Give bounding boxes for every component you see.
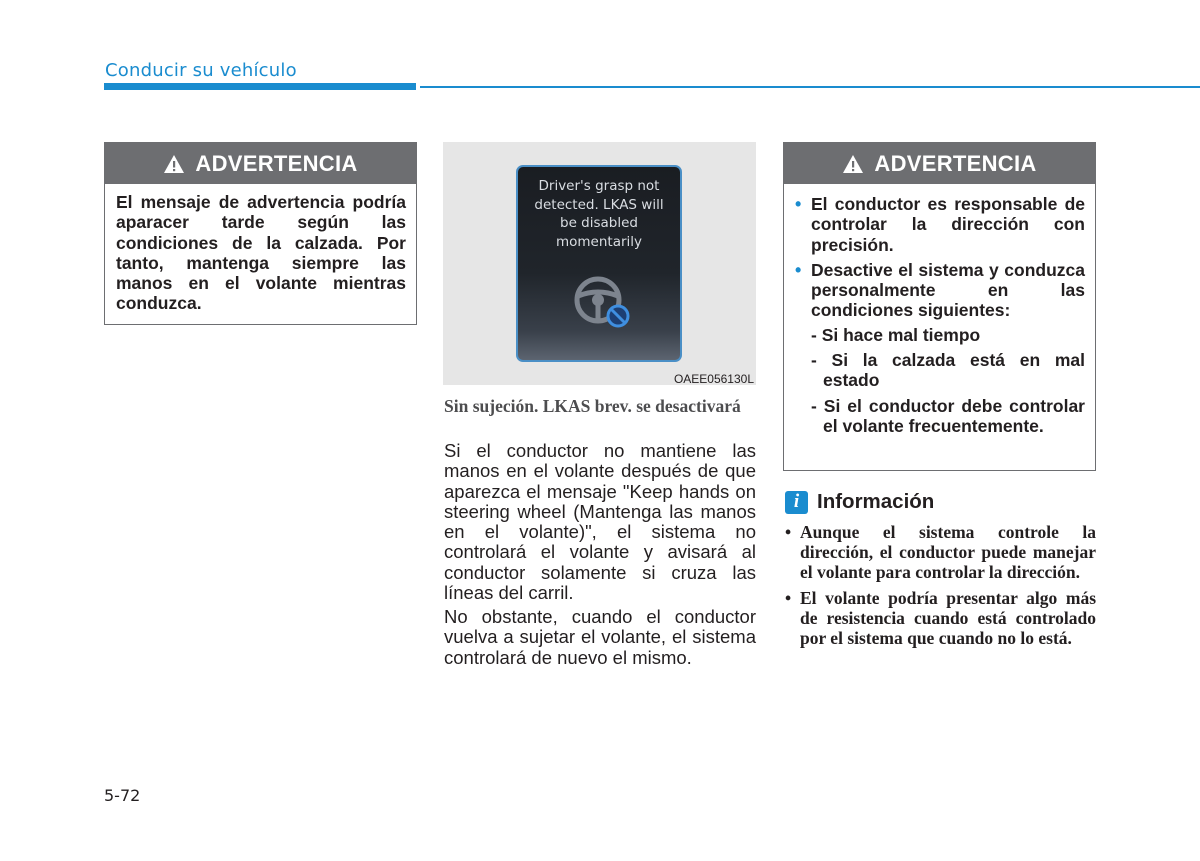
- warning-title: ADVERTENCIA: [195, 150, 358, 176]
- section-title: Conducir su vehículo: [105, 60, 297, 81]
- list-item: • El volante podría presentar algo más de resistencia cuando está controlado por el sistema que cuando no lo está.: [785, 588, 1096, 648]
- warning-header: [784, 143, 1095, 184]
- warning-header: [105, 143, 416, 184]
- info-icon: i: [785, 491, 808, 514]
- body-paragraph-2: No obstante, cuando el conductor vuelva a sujetar el volante, el sistema controlará de nuevo el mismo.: [444, 606, 756, 668]
- list-item: • Desactive el sistema y conduzca personalmente en las condiciones siguientes: - Si hace mal tiempo - Si la calzada está en mal estado - Si el conductor debe controlar el volante frecuentemente.: [795, 259, 1085, 436]
- warning-box-right: [783, 142, 1096, 471]
- sub-list-item: - Si la calzada está en mal estado: [811, 350, 1085, 391]
- warning-title: ADVERTENCIA: [874, 150, 1037, 176]
- info-title: Información: [817, 490, 935, 513]
- warning-list: [784, 184, 1095, 436]
- cluster-message: Driver's grasp not detected. LKAS will be disabled momentarily: [534, 178, 664, 250]
- cluster-display: [516, 165, 682, 362]
- sub-list-item: - Si el conductor debe controlar el volante frecuentemente.: [811, 395, 1085, 436]
- header-rule-thick: [104, 83, 416, 90]
- info-list: [785, 522, 1096, 654]
- list-item: • El conductor es responsable de controlar la dirección con precisión.: [795, 194, 1085, 255]
- warning-triangle-icon: [842, 154, 864, 174]
- header-rule-thin: [420, 86, 1200, 88]
- steering-wheel-off-icon: [572, 272, 632, 332]
- warning-triangle-icon: [163, 154, 185, 174]
- figure-image: [443, 142, 756, 385]
- sub-list-item: - Si hace mal tiempo: [811, 324, 981, 345]
- warning-text: El mensaje de advertencia podría aparacer tarde según las condiciones de la calzada. Por tanto, mantenga siempre las manos en el volante mientras conduzca.: [116, 192, 406, 314]
- list-item: • Aunque el sistema controle la dirección, el conductor puede manejar el volante para controlar la dirección.: [785, 522, 1096, 582]
- figure-caption: Sin sujeción. LKAS brev. se desactivará: [444, 396, 741, 416]
- info-header: [785, 490, 934, 514]
- figure-code: OAEE056130L: [673, 372, 754, 386]
- warning-box-left: [104, 142, 417, 325]
- page-number: 5-72: [104, 786, 141, 805]
- body-paragraph-1: Si el conductor no mantiene las manos en el volante después de que aparezca el mensaje "Keep hands on steering wheel (Mantenga las manos en el volante)", el sistema no controlará el volante y avisará al conductor solamente si cruza las líneas del carril.: [444, 440, 756, 604]
